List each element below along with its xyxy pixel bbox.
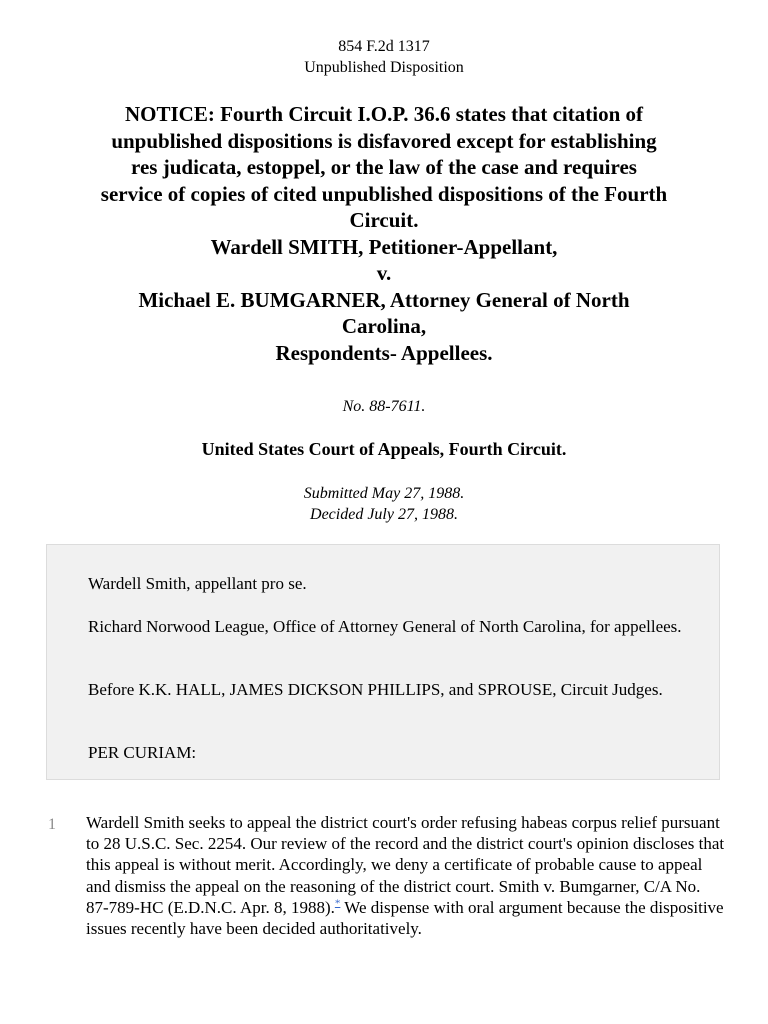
case-caption (40, 101, 728, 366)
notice-line: unpublished dispositions is disfavored except for establishing (111, 128, 657, 153)
versus-line: v. (376, 261, 392, 285)
paragraph-number: 1 (48, 816, 56, 833)
footnote-link[interactable]: * (334, 897, 341, 910)
notice-line: res judicata, estoppel, or the law of the case and requires (131, 155, 637, 179)
per-curiam-label: PER CURIAM: (88, 743, 197, 762)
decided-date: Decided July 27, 1988. (310, 506, 458, 523)
opinion-text-continued: We dispense with oral argument because the dispositive issues recently have been decided authoritatively. (86, 897, 724, 939)
respondent-role-line: Respondents- Appellees. (275, 340, 493, 365)
respondent-line: Carolina, (341, 314, 427, 338)
docket-number: No. 88-7611. (342, 398, 426, 415)
counsel-panel (46, 544, 720, 780)
judges-panel: Before K.K. HALL, JAMES DICKSON PHILLIPS, and SPROUSE, Circuit Judges. (88, 680, 663, 699)
opinion-paragraph (86, 812, 726, 939)
petitioner-line: Wardell SMITH, Petitioner-Appellant, (210, 234, 558, 259)
appellees-counsel: Richard Norwood League, Office of Attorney General of North Carolina, for appellees. (88, 617, 682, 636)
respondent-line: Michael E. BUMGARNER, Attorney General of North (138, 287, 630, 312)
submitted-date: Submitted May 27, 1988. (303, 485, 465, 502)
court-name: United States Court of Appeals, Fourth Circuit. (201, 439, 567, 459)
case-citation: 854 F.2d 1317 (338, 38, 430, 55)
notice-line: service of copies of cited unpublished dispositions of the Fourth (100, 181, 668, 206)
opinion-text: Wardell Smith seeks to appeal the district court's order refusing habeas corpus relief pursuant to 28 U.S.C. Sec. 2254. Our review of the record and the district court's opinion discloses that this appeal is without merit. Accordingly, we deny a certificate of probable cause to appeal and dismiss the appeal on the reasoning of the district court. Smith v. Bumgarner, C/A No. 87-789-HC (E.D.N.C. Apr. 8, 1988). (86, 813, 725, 917)
appellant-counsel: Wardell Smith, appellant pro se. (88, 574, 307, 593)
disposition-label: Unpublished Disposition (304, 59, 464, 76)
notice-line: Circuit. (349, 208, 419, 232)
notice-line: NOTICE: Fourth Circuit I.O.P. 36.6 states that citation of (125, 102, 643, 126)
